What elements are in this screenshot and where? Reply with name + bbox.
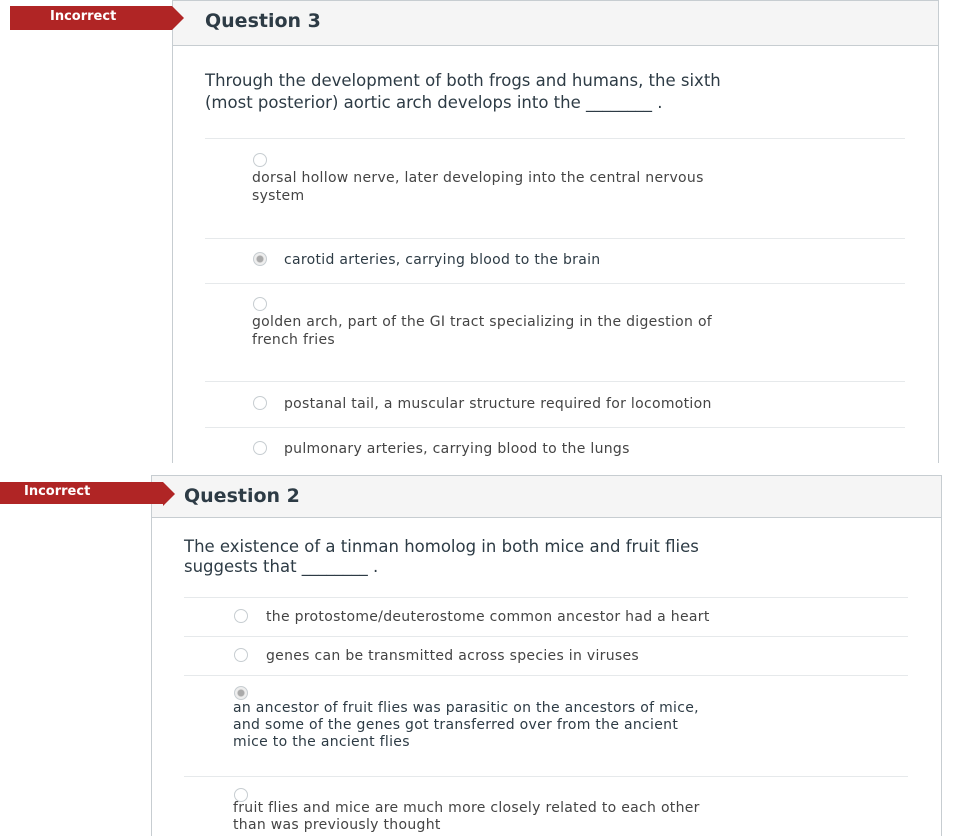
answer-option[interactable]: genes can be transmitted across species in viruses: [266, 648, 640, 664]
answer-option[interactable]: pulmonary arteries, carrying blood to the lungs: [284, 441, 630, 457]
answer-option[interactable]: [233, 800, 700, 834]
answer-option[interactable]: carotid arteries, carrying blood to the brain: [284, 252, 601, 268]
divider: [205, 283, 905, 284]
question-title: Question 2: [184, 485, 300, 507]
question-text-line: Through the development of both frogs and humans, the sixth: [205, 71, 721, 90]
answer-radio[interactable]: [253, 441, 267, 455]
divider: [205, 138, 905, 139]
answer-line: system: [252, 188, 305, 204]
answer-line: golden arch, part of the GI tract specializing in the digestion of: [252, 314, 713, 330]
answer-radio-selected[interactable]: [234, 686, 248, 700]
answer-option[interactable]: the protostome/deuterostome common ancestor had a heart: [266, 609, 710, 625]
answer-line: an ancestor of fruit flies was parasitic on the ancestors of mice,: [233, 700, 699, 716]
question-text: [184, 537, 699, 577]
divider: [184, 597, 908, 598]
answer-line: french fries: [252, 332, 335, 348]
divider: [184, 636, 908, 637]
question-text-line: (most posterior) aortic arch develops into the ________ .: [205, 93, 663, 112]
answer-line: mice to the ancient flies: [233, 734, 410, 750]
answer-radio[interactable]: [234, 648, 248, 662]
answer-option[interactable]: [233, 700, 699, 751]
answer-option[interactable]: [252, 169, 704, 205]
answer-radio[interactable]: [253, 153, 267, 167]
divider: [184, 675, 908, 676]
divider: [205, 238, 905, 239]
answer-radio[interactable]: [253, 396, 267, 410]
divider: [205, 381, 905, 382]
answer-line: fruit flies and mice are much more closely related to each other: [233, 800, 700, 816]
answer-option[interactable]: postanal tail, a muscular structure required for locomotion: [284, 396, 712, 412]
answer-line: dorsal hollow nerve, later developing into the central nervous: [252, 170, 704, 186]
question-2-panel: [151, 475, 942, 836]
divider: [205, 427, 905, 428]
question-text-line: The existence of a tinman homolog in both mice and fruit flies: [184, 537, 699, 556]
answer-radio-selected[interactable]: [253, 252, 267, 266]
question-title: Question 3: [205, 10, 321, 32]
answer-radio[interactable]: [234, 609, 248, 623]
question-3-panel: [172, 0, 939, 463]
answer-line: and some of the genes got transferred over from the ancient: [233, 717, 679, 733]
answer-line: than was previously thought: [233, 817, 441, 833]
question-text-line: suggests that ________ .: [184, 557, 379, 576]
incorrect-badge: Incorrect: [0, 482, 163, 504]
incorrect-badge: Incorrect: [10, 6, 172, 30]
question-text: [205, 70, 721, 114]
answer-radio[interactable]: [253, 297, 267, 311]
answer-option[interactable]: [252, 313, 712, 349]
divider: [184, 776, 908, 777]
